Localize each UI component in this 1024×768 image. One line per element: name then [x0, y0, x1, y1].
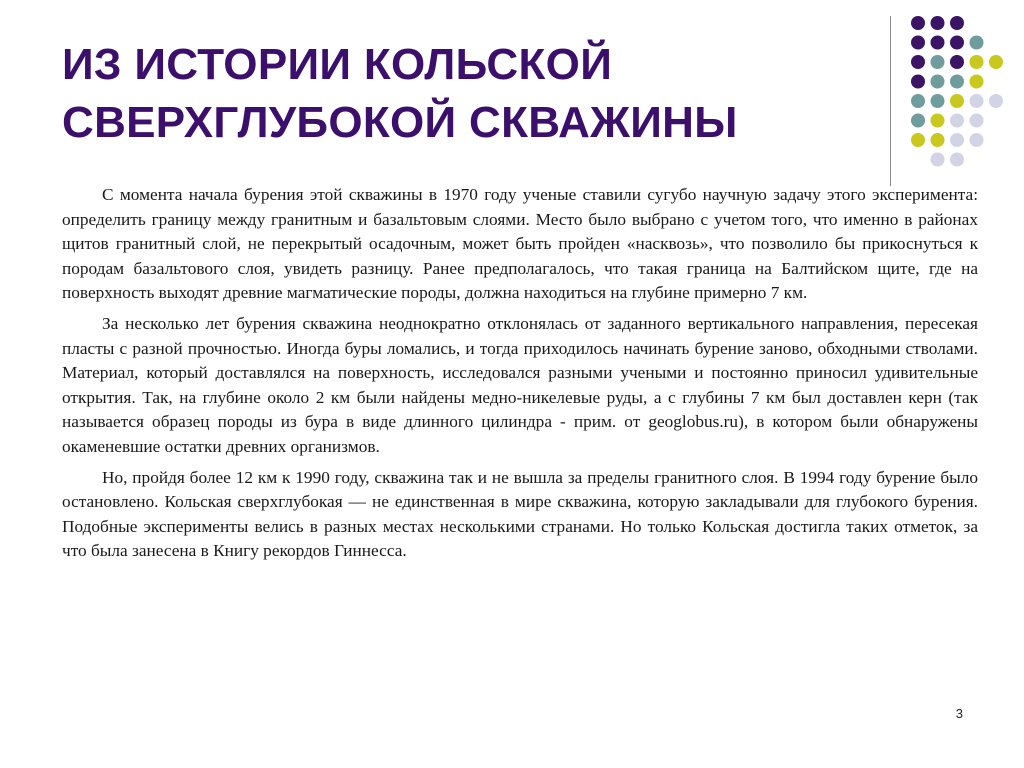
decorative-dot: [970, 36, 984, 50]
decorative-dot: [931, 55, 945, 69]
slide-title-line-2: СВЕРХГЛУБОКОЙ СКВАЖИНЫ: [62, 98, 738, 147]
decorative-dot: [911, 133, 925, 147]
decorative-dot: [970, 75, 984, 89]
decorative-dot: [931, 114, 945, 128]
decorative-dot: [950, 16, 964, 30]
decorative-dot: [950, 36, 964, 50]
decorative-dot: [931, 94, 945, 108]
vertical-divider: [890, 16, 891, 186]
body-text: [62, 183, 978, 570]
decorative-dot: [950, 114, 964, 128]
decorative-dot: [950, 94, 964, 108]
decorative-dot: [931, 153, 945, 167]
decorative-dot: [950, 55, 964, 69]
decorative-dot: [911, 16, 925, 30]
decorative-dot: [911, 36, 925, 50]
paragraph-2: За несколько лет бурения скважина неоднократно отклонялась от заданного вертикального направления, пересекая пласты с разной прочностью. Иногда буры ломались, и тогда приходилось начинать бурение заново, обходными стволами. Материал, который доставлялся на поверхность, исследовался разными учеными и постоянно приносил удивительные открытия. Так, на глубине около 2 км были найдены медно-никелевые руды, а с глубины 7 км был доставлен керн (так называется образец породы из бура в виде длинного цилиндра - прим. от geoglobus.ru), в котором были обнаружены окаменевшие остатки древних организмов.: [62, 313, 978, 456]
decorative-dot: [970, 94, 984, 108]
paragraph-1: С момента начала бурения этой скважины в 1970 году ученые ставили сугубо научную задачу этого эксперимента: определить границу между гранитным и базальтовым слоями. Место было выбрано с учетом того, что именно в районах щитов гранитный слой, не перекрытый осадочным, может быть пройден «насквозь», что позволило бы прикоснуться к породам базальтового слоя, увидеть разницу. Ранее предполагалось, что такая граница на Балтийском щите, где на поверхность выходят древние магматические породы, должна находиться на глубине примерно 7 км.: [62, 185, 978, 303]
decorative-dot: [911, 114, 925, 128]
decorative-dot: [970, 55, 984, 69]
decorative-dot: [950, 153, 964, 167]
slide-title-line-1: ИЗ ИСТОРИИ КОЛЬСКОЙ: [62, 40, 613, 89]
decorative-dot-grid: [0, 0, 1024, 200]
decorative-dot: [970, 114, 984, 128]
decorative-dot: [950, 133, 964, 147]
page-number: 3: [955, 706, 963, 721]
decorative-dot: [970, 133, 984, 147]
decorative-dot: [989, 94, 1003, 108]
decorative-dot: [911, 75, 925, 89]
decorative-dot: [950, 75, 964, 89]
decorative-dot: [931, 75, 945, 89]
decorative-dot: [911, 94, 925, 108]
decorative-dot: [931, 133, 945, 147]
paragraph-3: Но, пройдя более 12 км к 1990 году, скважина так и не вышла за пределы гранитного слоя. В 1994 году бурение было остановлено. Кольская сверхглубокая — не единственная в мире скважина, которую закладывали для глубокого бурения. Подобные эксперименты велись в разных местах несколькими странами. Но только Кольская достигла таких отметок, за что была занесена в Книгу рекордов Гиннесса.: [62, 467, 978, 561]
decorative-dot: [931, 16, 945, 30]
decorative-dot: [931, 36, 945, 50]
decorative-dot: [911, 55, 925, 69]
decorative-dot: [989, 55, 1003, 69]
